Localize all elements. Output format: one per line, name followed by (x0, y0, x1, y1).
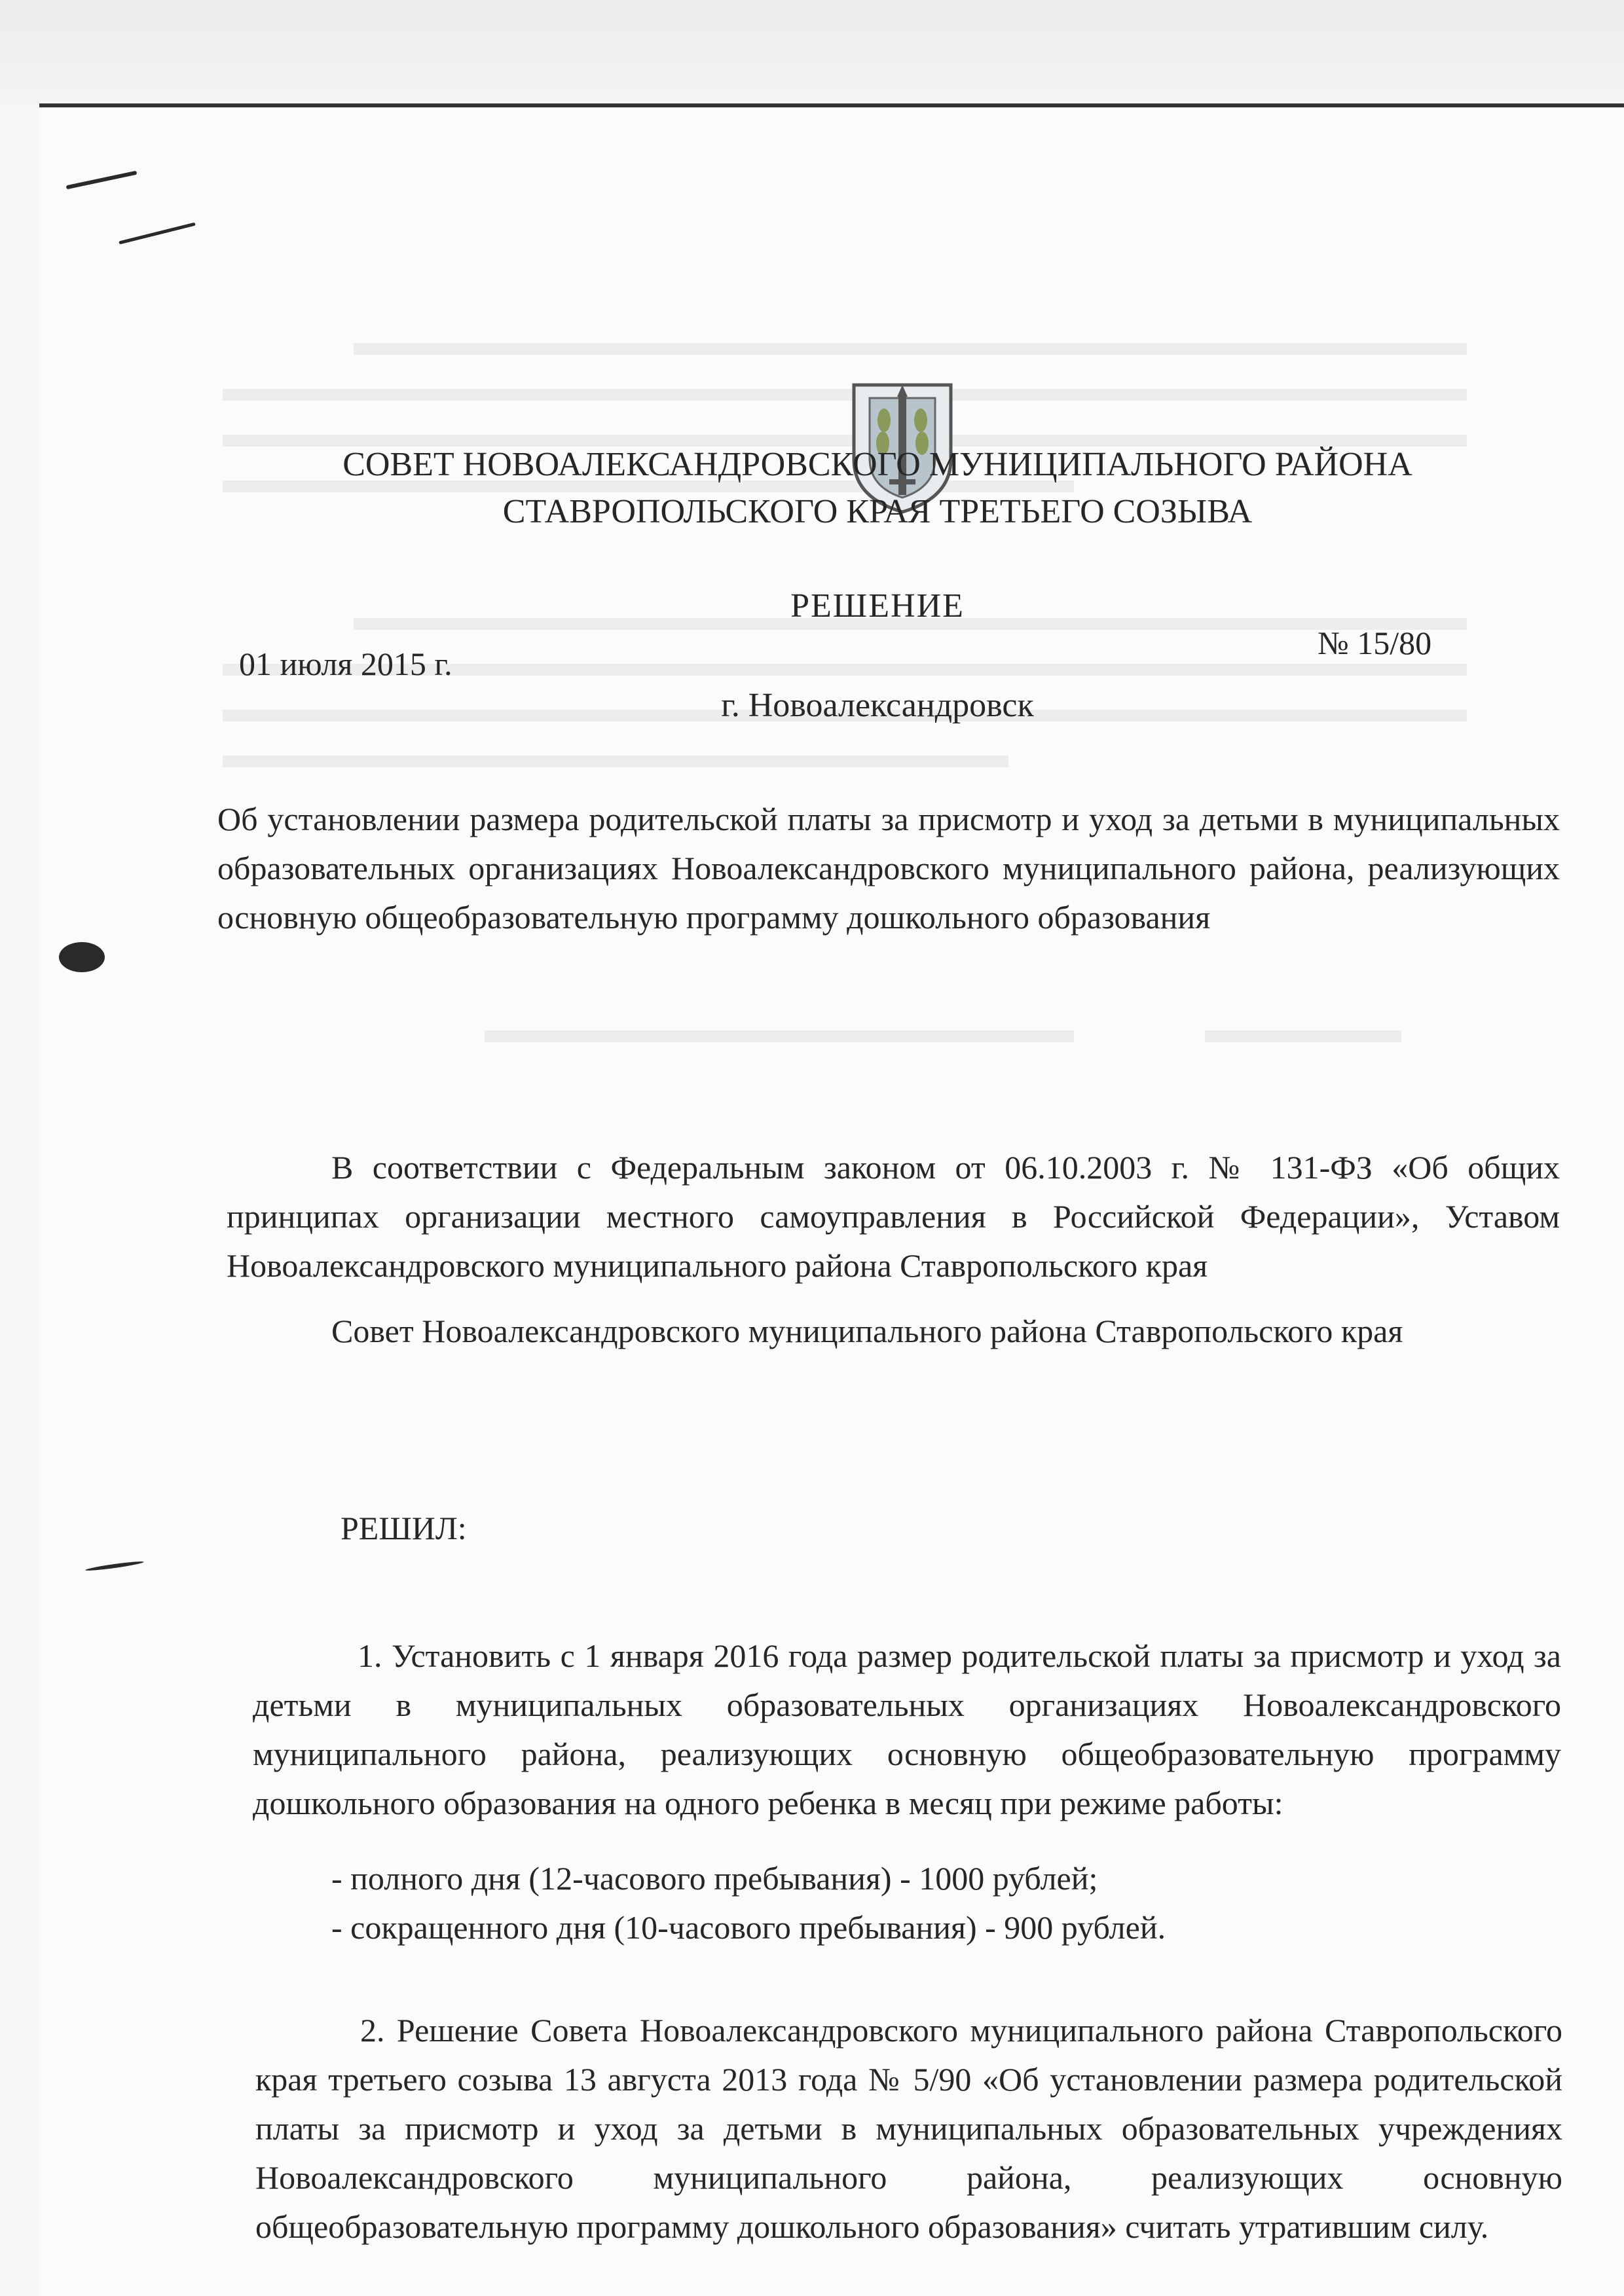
preamble-text: В соответствии с Федеральным законом от 06.10.2003 г. № 131-ФЗ «Об общих принципах организации местного самоуправления в Российской Федерации», Уставом Новоалександровского муниципального района Ставропольского края (227, 1149, 1560, 1284)
decision-item-2-text: 2. Решение Совета Новоалександровского муниципального района Ставропольского края третьего созыва 13 августа 2013 года № 5/90 «Об установлении размера родительской платы за присмотр и уход за детьми в муниципальных образовательных учреждениях Новоалександровского муниципального района, реализующих основную общеобразовательную программу дошкольного образования» считать утратившим силу. (255, 2012, 1562, 2245)
decided-heading: РЕШИЛ: (341, 1510, 467, 1546)
decision-item-2 (255, 2006, 1562, 2251)
fee-short-day: - сокращенного дня (10-часового пребывания) - 900 рублей. (331, 1909, 1166, 1946)
council-paragraph (227, 1307, 1560, 1356)
hole-punch-mark (59, 942, 105, 972)
decision-subject: Об установлении размера родительской платы за присмотр и уход за детьми в муниципальных образовательных организациях Новоалександровского муниципального района, реализующих основную общеобразовательную программу дошкольного образования (217, 801, 1560, 936)
scan-mark (119, 223, 196, 245)
document-page (39, 107, 1624, 2296)
document-number: № 15/80 (1318, 625, 1432, 661)
council-text: Совет Новоалександровского муниципального района Ставропольского края (331, 1313, 1403, 1349)
decision-item-1-text: 1. Установить с 1 января 2016 года размер родительской платы за присмотр и уход за детьми в муниципальных образовательных организациях Новоалександровского муниципального района, реализующих основную общеобразовательную программу дошкольного образования на одного ребенка в месяц при режиме работы: (253, 1637, 1561, 1821)
document-city: г. Новоалександровск (721, 687, 1034, 724)
council-title-line-1: СОВЕТ НОВОАЛЕКСАНДРОВСКОГО МУНИЦИПАЛЬНОГО РАЙОНА (342, 446, 1412, 483)
scan-background (0, 0, 1624, 105)
fee-full-day: - полного дня (12-часового пребывания) - 1000 рублей; (331, 1860, 1098, 1897)
scan-mark (85, 1560, 144, 1572)
document-date: 01 июля 2015 г. (239, 646, 452, 682)
document-type: РЕШЕНИЕ (790, 587, 965, 625)
decision-item-1 (253, 1631, 1561, 1828)
scan-mark (66, 171, 138, 190)
council-title-line-2: СТАВРОПОЛЬСКОГО КРАЯ ТРЕТЬЕГО СОЗЫВА (502, 493, 1253, 530)
preamble-paragraph (227, 1143, 1560, 1290)
